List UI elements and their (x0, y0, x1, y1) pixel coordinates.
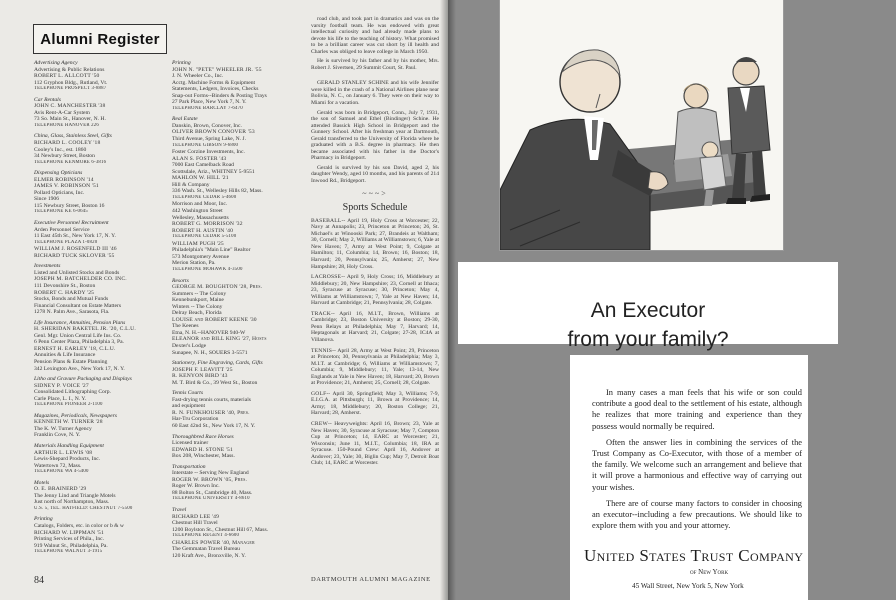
register-entry-line: 1200 Boylston St., Chestnut Hill 67, Mass. (172, 526, 269, 533)
register-entry-line: LOUISE and ROBERT KEENE '30 (172, 316, 257, 323)
company-name: United States Trust Company (584, 546, 804, 565)
register-entry-line: Annuities & Life Insurance (34, 352, 96, 359)
sports-schedule-heading: Sports Schedule (342, 202, 408, 214)
register-entry-line: TELEPHONE UNIVERSITY 4-8610 (172, 496, 250, 502)
register-entry-line: J. N. Wheeler Co., Inc. (172, 73, 224, 80)
sport-name: CREW (311, 420, 328, 427)
register-entry-line: TELEPHONE REGENT 4-6600 (172, 533, 240, 539)
register-entry-line: O. E. BRAINERD '29 (34, 486, 87, 493)
register-entry-line: TELEPHONE CEDAR 5-4600 (172, 194, 237, 200)
register-entry-line: M. T. Bird & Co., 39 West St., Boston (172, 379, 258, 386)
register-entry-line: Cooley's Inc., est. 1860 (34, 146, 87, 153)
register-entry-line: ELMER ROBINSON '14 (34, 176, 94, 183)
register-category: Travel (172, 507, 187, 513)
register-entry-line: Danskin, Brown, Conover, Inc. (172, 122, 242, 129)
sports-schedule-item (311, 348, 439, 387)
register-entry-line: 60 East 42nd St., New York 17, N. Y. (172, 422, 256, 429)
register-category: Printing (172, 60, 191, 66)
register-entry-line: RICHARD L. COOLEY '18 (34, 140, 101, 147)
ad-body-paragraph: In many cases a man feels that his wife or son could contribute a good deal to the settlement of his estate, although he realizes that more training and experience than they possess would normally be required. (592, 388, 802, 431)
register-entry-line: and equipment (172, 403, 206, 410)
register-entry-line: 7000 East Camelback Road (172, 162, 234, 169)
register-entry-line: TELEPHONE WA 4-5400 (34, 469, 89, 475)
register-category: Executive Personnel Recruitment (34, 220, 109, 227)
register-entry-line: RICHARD W. LIPPMAN '51 (34, 529, 104, 536)
register-entry-line: ARTHUR L. LEWIS '08 (34, 449, 93, 456)
obituary-paragraph: Gerald is survived by his son David, aged 2, his daughter Wendy, aged 10 months, and his parents of 214 Inwood Rd., Bridgeport. (311, 164, 439, 185)
register-entry-line: Franklin Cove, N. Y. (34, 432, 81, 439)
page-number: 84 (34, 575, 44, 586)
register-entry-line: Har-Tru Corporation (172, 416, 219, 423)
sport-name: GOLF (311, 390, 327, 397)
running-head: DARTMOUTH ALUMNI MAGAZINE (311, 576, 431, 583)
sport-name: LACROSSE (311, 274, 342, 281)
register-entry-line: GEORGE M. BOUGHTON '28, Pres. (172, 284, 263, 291)
register-entry-line: TELEPHONE WALNUT 3-1915 (34, 549, 103, 555)
sport-name: BASEBALL (311, 217, 342, 224)
register-category: Transportation (172, 463, 206, 470)
register-entry-line: Lewis-Shepard Products, Inc. (34, 456, 101, 463)
register-entry-line: Box 208, Winchester, Mass. (172, 453, 235, 460)
register-entry-line: Pollard Opticians, Inc. (34, 189, 85, 196)
sports-schedule-item (311, 391, 439, 417)
obituary-paragraph: Gerald was born in Bridgeport, Conn., July 7, 1931, the son of Samuel and Ethel (Bindinger) Schine. He attended Bassick High School in Bridgeport and the Gunnery School. After his freshman year at Dartmouth, Gerald transferred to the University of Florida where he graduated with a B.S. degree in pharmacy. He then became associated with his father in the Doctor's Pharmacy in Bridgeport. (311, 109, 439, 162)
register-entry-line: TELEPHONE CEDAR 5-5100 (172, 234, 237, 240)
register-entry-line: Delray Beach, Florida (172, 310, 222, 317)
register-entry-line: Printing Services of Phila., Inc. (34, 536, 105, 543)
register-category: Materials Handling Equipment (34, 442, 104, 449)
register-entry-line: KENNETH W. TURNER '28 (34, 419, 103, 426)
sports-schedule-item (311, 218, 439, 270)
register-entry-line: R. KENYON BIRD '43 (172, 373, 228, 380)
register-entry-line: Wellesley, Massachusetts (172, 214, 229, 221)
ad-body-paragraph: There are of course many factors to consider in choosing an executor--including a few precautions. We should like to explore them with you and your attorney. (592, 498, 802, 531)
register-entry-line: ROGER W. BROWN '05, Pres. (172, 476, 248, 483)
register-entry-line: 342 Lexington Ave., New York 17, N. Y. (34, 365, 125, 372)
register-entry-line: Dexter's Lodge (172, 342, 207, 349)
register-entry-line: ELEANOR and BILL KING '27, Hosts (172, 336, 267, 343)
register-entry-line: 573 Montgomery Avenue (172, 253, 230, 260)
register-entry-line: Listed and Unlisted Stocks and Bonds (34, 269, 120, 276)
register-entry-line: 919 Walnut St., Philadelphia, Pa. (34, 542, 108, 549)
sport-dates: -- April 9, Holy Cross; 16, Middlebury at Middlebury; 20, New Hampshire; 23, Cornell at Ithaca; 23, Syracuse at Syracuse; 30, Princeton; May 4, Williams at Williamstown; 7, Yale at New Haven; 14, Harvard at Cambridge; 21, Pennsylvania; 28, Colgate. (311, 274, 439, 307)
obituary-paragraph: GERALD STANLEY SCHINE and his wife Jennifer were killed in the crash of a National Airlines plane near Bolivia, N. C., on January 6. They were on their way to Miami for a vacation. (311, 80, 439, 107)
register-entry-line: Stocks, Bonds and Mutual Funds (34, 296, 109, 303)
register-entry-line: TELEPHONE KENMORE 6-3816 (34, 159, 107, 165)
register-category: Real Estate (172, 116, 198, 123)
register-entry-line: Winters -- The Colony (172, 303, 223, 310)
register-entry-line: Licensed trainer (172, 440, 209, 447)
register-entry-line: JOHN N. "PETE" WHEELER JR. '55 (172, 66, 262, 73)
ad-headline-line-1: An Executor (590, 299, 706, 322)
register-entry-line: Summers -- The Colony (172, 290, 227, 297)
register-entry-line: EDWARD H. STONE '51 (172, 446, 233, 453)
register-entry-line: 112 Gryphon Bldg., Rutland, Vt. (34, 79, 108, 86)
register-entry-line: Since 1906 (34, 196, 60, 203)
register-entry-line: 120 Kraft Ave., Bronxville, N. Y. (172, 552, 246, 559)
register-entry-line: Fast-drying tennis courts, materials (172, 396, 251, 403)
register-category: Tennis Courts (172, 390, 204, 397)
page-gutter (440, 0, 456, 600)
ad-body-copy (592, 387, 802, 536)
register-entry-line: 111 Devonshire St., Boston (34, 282, 96, 289)
register-category: Litho and Gravure Packaging and Displays (34, 376, 132, 383)
family-illustration-icon (500, 0, 783, 250)
register-entry-line: ROBERT H. AUSTIN '40 (172, 227, 234, 234)
register-category: Life Insurance, Annuities, Pension Plans (34, 319, 126, 326)
alumni-register-title: Alumni Register (40, 30, 160, 48)
register-entry-line: JOHN C. MANCHESTER '38 (34, 103, 106, 110)
register-entry-line: The Jenny Lind and Triangle Motels (34, 492, 116, 499)
sport-dates: -- April 30, Springfield; May 3, Williams; 7-9, E.I.G.A. at Pittsburgh; 11, Brown at Providence; 14, Army; 18, Middlebury; 20, Boston College; 21, Harvard; 28, Amherst. (311, 390, 439, 417)
register-entry-line: Avis Rent-A-Car System (34, 109, 90, 116)
company-city: of New York (690, 568, 729, 576)
register-entry-line: R. N. FUNKHOUSER '40, Pres. (172, 409, 250, 416)
register-entry-line: SIDNEY P. VOICE '27 (34, 382, 89, 389)
register-entry-line: Consolidated Lithographing Corp. (34, 389, 111, 396)
register-entry-line: Catalogs, Folders, etc. in color or b & w (34, 523, 124, 529)
register-entry-line: ROBERT C. HARDY '25 (34, 289, 95, 296)
register-entry-line: 115 Newbury Street, Boston 16 (34, 202, 105, 209)
register-entry-line: The K. W. Turner Agency (34, 425, 92, 432)
register-category: Dispensing Opticians (34, 170, 83, 177)
register-entry-line: Etna, N. H.--HANOVER 940-W (172, 329, 246, 336)
alumni-register-header (33, 24, 167, 54)
ad-headline-line-2: from your family? (567, 328, 729, 351)
register-entry-line: Hill & Company (172, 181, 210, 188)
register-entry-line: TELEPHONE KE 6-0645 (34, 209, 88, 215)
register-category: Investments (34, 263, 61, 270)
register-entry-line: Kennebunkport, Maine (172, 297, 224, 304)
register-category: China, Glass, Stainless Steel, Gifts (34, 133, 112, 140)
sport-dates: -- Heavyweights: April 16, Brown; 23, Yale at New Haven; 30, Syracuse at Syracuse; May 7, Compton Cup at Princeton; 14, EARC at Worcester; 21, Wisconsin; June 11, M.I.T., Columbia; 18, IRA at Syracuse. 150-Pound Crew: April 16, Andover at Andover; 23, Yale; 30, Biglin Cup; May 7, Detroit Boat Club; 14, EARC at Worcester. (311, 420, 439, 467)
register-entry-line: Statements, Ledgers, Invoices, Checks (172, 86, 259, 93)
register-entry-line: Acctg. Machine Forms & Equipment (172, 79, 256, 86)
sport-dates: -- April 16, M.I.T., Brown, Williams at Cambridge; 23, Boston University at Boston; 29-30, Penn Relays at Philadelphia; May 7, Harvard; 14, Heptagonals at Harvard; 21, Colgate; 27-28, IC4A at Villanova. (311, 310, 439, 343)
register-entry-line: OLIVER BROWN CONOVER '53 (172, 129, 255, 136)
register-entry-line: WILLIAM PUGH '25 (172, 240, 224, 247)
advertisement-illustration (500, 0, 783, 250)
register-entry-line: JAMES V. ROBINSON '51 (34, 183, 99, 190)
register-entry-line: Roger W. Brown Inc. (172, 483, 220, 490)
register-entry-line: U.S. 5, TEL. HATFIELD: CHESTNUT 7-5500 (34, 505, 133, 511)
register-category: Resorts (172, 277, 189, 284)
register-entry-line: Watertown 72, Mass. (34, 462, 82, 469)
register-entry-line: Pension Plans & Estate Planning (34, 358, 108, 365)
obituary-text (311, 16, 439, 185)
register-entry-line: ALAN S. FOSTER '43 (172, 155, 227, 162)
register-entry-line: ERNEST H. EARLEY '18, C.L.U. (34, 345, 116, 352)
register-entry-line: Financial Consultant on Estate Matters (34, 302, 121, 309)
register-entry-line: Chestnut Hill Travel (172, 520, 218, 527)
register-category: Motels (34, 479, 50, 486)
company-address: 45 Wall Street, New York 5, New York (632, 582, 744, 590)
register-entry-line: Interstate -- Serving New England (172, 470, 249, 477)
register-entry-line: 34 Newbury Street, Boston (34, 153, 95, 160)
register-entry-line: RICHARD LEE '49 (172, 513, 220, 520)
register-entry-line: TELEPHONE GIBSON 9-6800 (172, 142, 239, 148)
register-entry-line: Morrison and Moor, Inc. (172, 201, 228, 208)
register-entry-line: Advertising & Public Relations (34, 66, 105, 73)
sport-name: TRACK (311, 310, 331, 317)
register-entry-line: Carle Place, L. I., N. Y. (34, 395, 87, 402)
obituary-and-sports-column (311, 16, 439, 471)
register-entry-line: 6 Penn Center Plaza, Philadelphia 3, Pa. (34, 339, 124, 346)
ad-body-paragraph: Often the answer lies in combining the services of the Trust Company as Co-Executor, with those of a member of the family. We welcome such an arrangement and believe that it will prove a harmonious and effective way of carrying out your wishes. (592, 437, 802, 492)
register-entry-line: 88 Bolton St., Cambridge 40, Mass. (172, 489, 253, 496)
sports-schedule-list (311, 218, 439, 467)
register-column-1 (34, 60, 168, 556)
register-entry-line: RICHARD TUCK SKLOVER '55 (34, 252, 115, 259)
register-entry-line: CHARLES POWER '40, Manager (172, 539, 255, 546)
register-category: Car Rentals (34, 96, 61, 103)
sports-schedule-item (311, 311, 439, 344)
sports-schedule-item (311, 421, 439, 467)
register-category: Stationery, Fine Engraving, Cards, Gifts (172, 360, 263, 367)
register-entry-line: TELEPHONE PLAZA 1-0820 (34, 239, 98, 245)
register-entry-line: Arden Personnel Service (34, 226, 90, 233)
register-category: Magazines, Periodicals, Newspapers (34, 412, 117, 419)
register-category: Thoroughbred Race Horses (172, 433, 234, 440)
register-entry-line: WILLIAM J. ROSENFELD III '46 (34, 246, 117, 253)
register-entry-line: ROBERT L. ALLCOTT '50 (34, 73, 100, 80)
register-entry-line: TELEPHONE BARCLAY 7-6470 (172, 105, 243, 111)
register-entry-line: ROBERT G. MORRISON '32 (172, 221, 243, 228)
register-entry-line: Scottsdale, Ariz., WHITNEY 5-9551 (172, 168, 255, 175)
register-entry-line: Third Avenue, Spring Lake, N. J. (172, 136, 246, 143)
register-entry-line: 1278 N. Palm Ave., Sarasota, Fla. (34, 309, 110, 316)
register-entry-line: Foster Corzine Investments, Inc. (172, 149, 245, 156)
register-column-2 (172, 60, 306, 559)
register-entry-line: JOSEPH F. LEAVITT '25 (172, 366, 233, 373)
register-entry-line: Philadelphia's "Main Line" Realtor (172, 247, 251, 254)
ad-headline (498, 296, 798, 354)
register-entry-line: JOSEPH M. BATCHELDER CO. INC. (34, 276, 127, 283)
register-entry-line: 27 Park Place, New York 7, N. Y. (172, 99, 247, 106)
sport-name: TENNIS (311, 347, 333, 354)
register-entry-line: Merion Station, Pa. (172, 260, 216, 267)
register-entry-line: 442 Washington Street (172, 208, 223, 215)
register-entry-line: TELEPHONE MOHAWK 4-3500 (172, 266, 243, 272)
obituary-paragraph: road club, and took part in dramatics and was on the varsity football team. He was endowed with great intellectual curiosity and had already made plans to devote his life to the teaching of history. What promised to be a brilliant career was cut short by ill health and Charles was obliged to leave college in March 1950. (311, 16, 439, 55)
register-entry-line: 336 Wash. St., Wellesley Hills 82, Mass. (172, 188, 263, 195)
register-entry-line: The Keenes (172, 323, 199, 330)
register-entry-line: TELEPHONE HANOVER 226 (34, 122, 99, 128)
register-entry-line: Snap-out Forms--Binders & Posting Trays (172, 92, 267, 99)
register-entry-line: Genl. Mgr. Union Central Life Ins. Co. (34, 332, 122, 339)
sports-schedule-item (311, 274, 439, 307)
register-entry-line: 73 So. Main St., Hanover, N. H. (34, 116, 106, 123)
register-category: Printing (34, 516, 53, 523)
register-category: Advertising Agency (34, 60, 78, 66)
register-entry-line: H. SHERIDAN BAKETEL JR. '20, C.L.U. (34, 326, 136, 333)
sport-dates: -- April 19, Holy Cross at Worcester; 22, Navy at Annapolis; 23, Princeton at Princeton; 26, St. Michael's at Winooski Park; 27, Brandeis at Waltham; 30, Cornell; May 2, Williams at Williamstown; 6, Yale at New Haven; 7, Army at West Point; 9, Colgate at Hamilton; 11, Columbia; 14, Brown; 16, Boston; 18, Harvard; 20, Pennsylvania; 25, Amherst; 27, New Hampshire; 28, Holy Cross. (311, 217, 439, 270)
sport-dates: -- April 28, Army at West Point; 29, Princeton at Princeton; 30, Pennsylvania at Philadelphia; May 3, M.I.T. at Cambridge; 6, Williams at Williamstown; 7, Columbia; 9, Middlebury; 11, Yale; 13-14, New Englands at Yale in New Haven; 18, Harvard; 20, Brown at Providence; 21, Amherst; 25, Cornell; 28, Colgate. (311, 347, 439, 387)
register-entry-line: Just north of Northampton, Mass. (34, 499, 110, 506)
register-entry-line: 11 East 45th St., New York 17, N. Y. (34, 233, 116, 240)
register-entry-line: The Gemmatan Travel Bureau (172, 546, 240, 553)
register-entry-line: TELEPHONE PIONEER 2-1100 (34, 402, 103, 408)
register-entry-line: Sunapee, N. H., SOUERS 3-5571 (172, 349, 248, 356)
register-entry-line: TELEPHONE PROSPECT 3-8887 (34, 86, 107, 92)
register-entry-line: MAHLON W. HILL '21 (172, 175, 229, 182)
section-ornament: ~~~> (362, 188, 388, 198)
obituary-paragraph: He is survived by his father and by his mother, Mrs. Robert J. Sivertsen, 29 Summit Court, St. Paul. (311, 58, 439, 71)
